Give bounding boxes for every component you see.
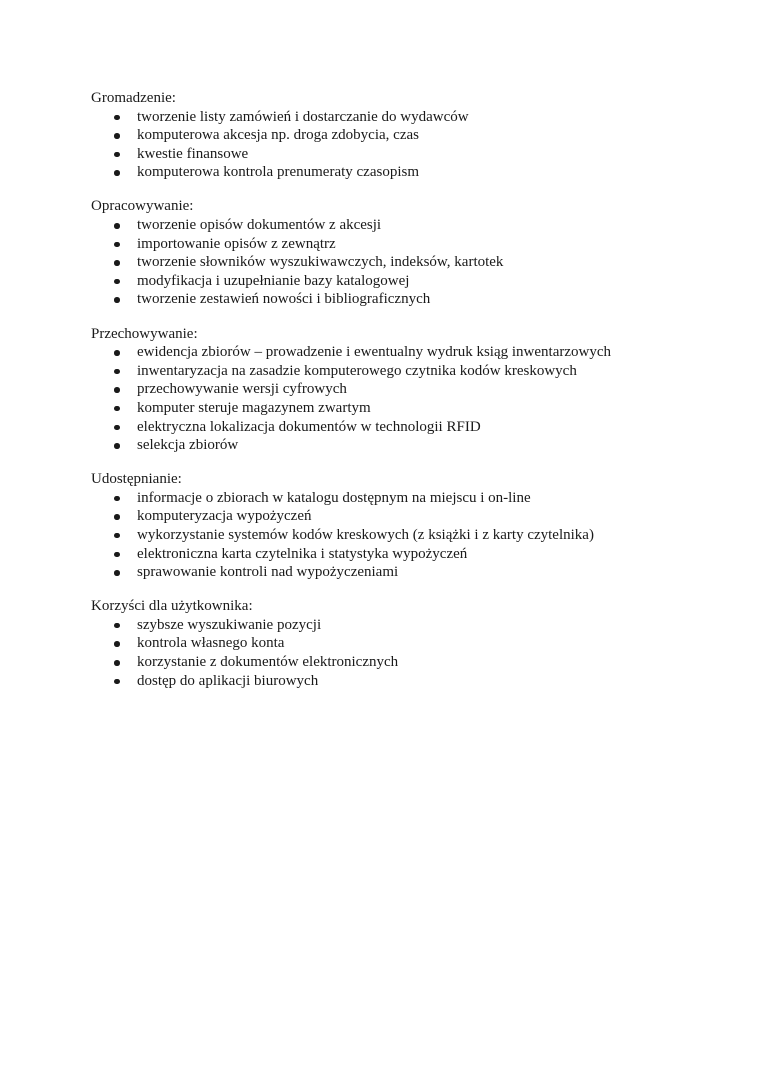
list-item-text: komputerowa akcesja np. droga zdobycia, czas <box>137 127 419 144</box>
section-udostepnianie <box>91 470 731 582</box>
list-item <box>91 672 731 691</box>
bullet-icon <box>114 115 120 121</box>
list-item <box>91 272 731 291</box>
bullet-icon <box>114 443 120 449</box>
bullet-icon <box>114 514 120 520</box>
bullet-icon <box>114 242 120 248</box>
bullet-icon <box>114 279 120 285</box>
list-item-text: selekcja zbiorów <box>137 437 239 454</box>
list-item-text: ewidencja zbiorów – prowadzenie i ewentualny wydruk ksiąg inwentarzowych <box>137 344 612 361</box>
list-item <box>91 163 731 182</box>
list-item <box>91 108 731 127</box>
list-item <box>91 399 731 418</box>
list-item <box>91 507 731 526</box>
bullet-icon <box>114 350 120 356</box>
section-heading: Przechowywanie: <box>91 325 198 342</box>
list-item <box>91 290 731 309</box>
list-item-text: informacje o zbiorach w katalogu dostępnym na miejscu i on-line <box>137 489 531 506</box>
section-heading: Gromadzenie: <box>91 90 176 106</box>
list-item-text: przechowywanie wersji cyfrowych <box>137 381 347 398</box>
list-item-text: dostęp do aplikacji biurowych <box>137 672 319 689</box>
bullet-list <box>91 343 731 455</box>
list-item-text: tworzenie słowników wyszukiwawczych, indeksów, kartotek <box>137 254 504 271</box>
list-item <box>91 563 731 582</box>
bullet-icon <box>114 133 120 139</box>
list-item <box>91 634 731 653</box>
bullet-icon <box>114 679 120 685</box>
list-item <box>91 436 731 455</box>
list-item <box>91 418 731 437</box>
document-content <box>91 89 731 706</box>
list-item-text: komputerowa kontrola prenumeraty czasopism <box>137 164 419 181</box>
bullet-icon <box>114 369 120 375</box>
list-item-text: komputer steruje magazynem zwartym <box>137 399 371 416</box>
bullet-icon <box>114 570 120 576</box>
bullet-icon <box>114 260 120 266</box>
bullet-icon <box>114 223 120 229</box>
section-heading: Korzyści dla użytkownika: <box>91 598 253 615</box>
list-item-text: szybsze wyszukiwanie pozycji <box>137 616 322 633</box>
list-item-text: tworzenie listy zamówień i dostarczanie do wydawców <box>137 108 469 125</box>
bullet-icon <box>114 641 120 647</box>
bullet-icon <box>114 387 120 393</box>
list-item <box>91 216 731 235</box>
list-item-text: kontrola własnego konta <box>137 635 285 652</box>
list-item-text: elektryczna lokalizacja dokumentów w technologii RFID <box>137 418 481 435</box>
bullet-list <box>91 616 731 690</box>
bullet-icon <box>114 552 120 558</box>
section-gromadzenie <box>91 89 731 182</box>
bullet-icon <box>114 425 120 431</box>
list-item <box>91 489 731 508</box>
list-item-text: importowanie opisów z zewnątrz <box>137 235 336 252</box>
list-item <box>91 145 731 164</box>
bullet-list <box>91 489 731 582</box>
bullet-icon <box>114 533 120 539</box>
list-item-text: elektroniczna karta czytelnika i statystyka wypożyczeń <box>137 545 468 562</box>
list-item <box>91 362 731 381</box>
bullet-icon <box>114 623 120 629</box>
list-item-text: komputeryzacja wypożyczeń <box>137 508 312 525</box>
list-item <box>91 235 731 254</box>
list-item-text: korzystanie z dokumentów elektronicznych <box>137 654 399 671</box>
bullet-list <box>91 216 731 309</box>
list-item <box>91 126 731 145</box>
list-item <box>91 380 731 399</box>
list-item <box>91 616 731 635</box>
section-przechowywanie <box>91 325 731 455</box>
list-item-text: sprawowanie kontroli nad wypożyczeniami <box>137 564 399 581</box>
section-heading: Udostępnianie: <box>91 471 182 488</box>
list-item-text: inwentaryzacja na zasadzie komputerowego czytnika kodów kreskowych <box>137 362 577 379</box>
bullet-icon <box>114 496 120 502</box>
bullet-icon <box>114 297 120 303</box>
list-item-text: tworzenie zestawień nowości i bibliograficznych <box>137 291 431 308</box>
list-item <box>91 545 731 564</box>
list-item <box>91 253 731 272</box>
list-item-text: wykorzystanie systemów kodów kreskowych (z książki i z karty czytelnika) <box>137 526 594 543</box>
section-opracowywanie <box>91 197 731 309</box>
bullet-icon <box>114 406 120 412</box>
bullet-icon <box>114 660 120 666</box>
section-korzysci <box>91 597 731 690</box>
list-item <box>91 526 731 545</box>
list-item-text: kwestie finansowe <box>137 145 249 162</box>
list-item-text: modyfikacja i uzupełnianie bazy katalogowej <box>137 272 410 289</box>
bullet-icon <box>114 152 120 158</box>
bullet-list <box>91 108 731 182</box>
section-heading: Opracowywanie: <box>91 198 194 215</box>
list-item <box>91 343 731 362</box>
list-item <box>91 653 731 672</box>
list-item-text: tworzenie opisów dokumentów z akcesji <box>137 217 382 234</box>
bullet-icon <box>114 170 120 176</box>
